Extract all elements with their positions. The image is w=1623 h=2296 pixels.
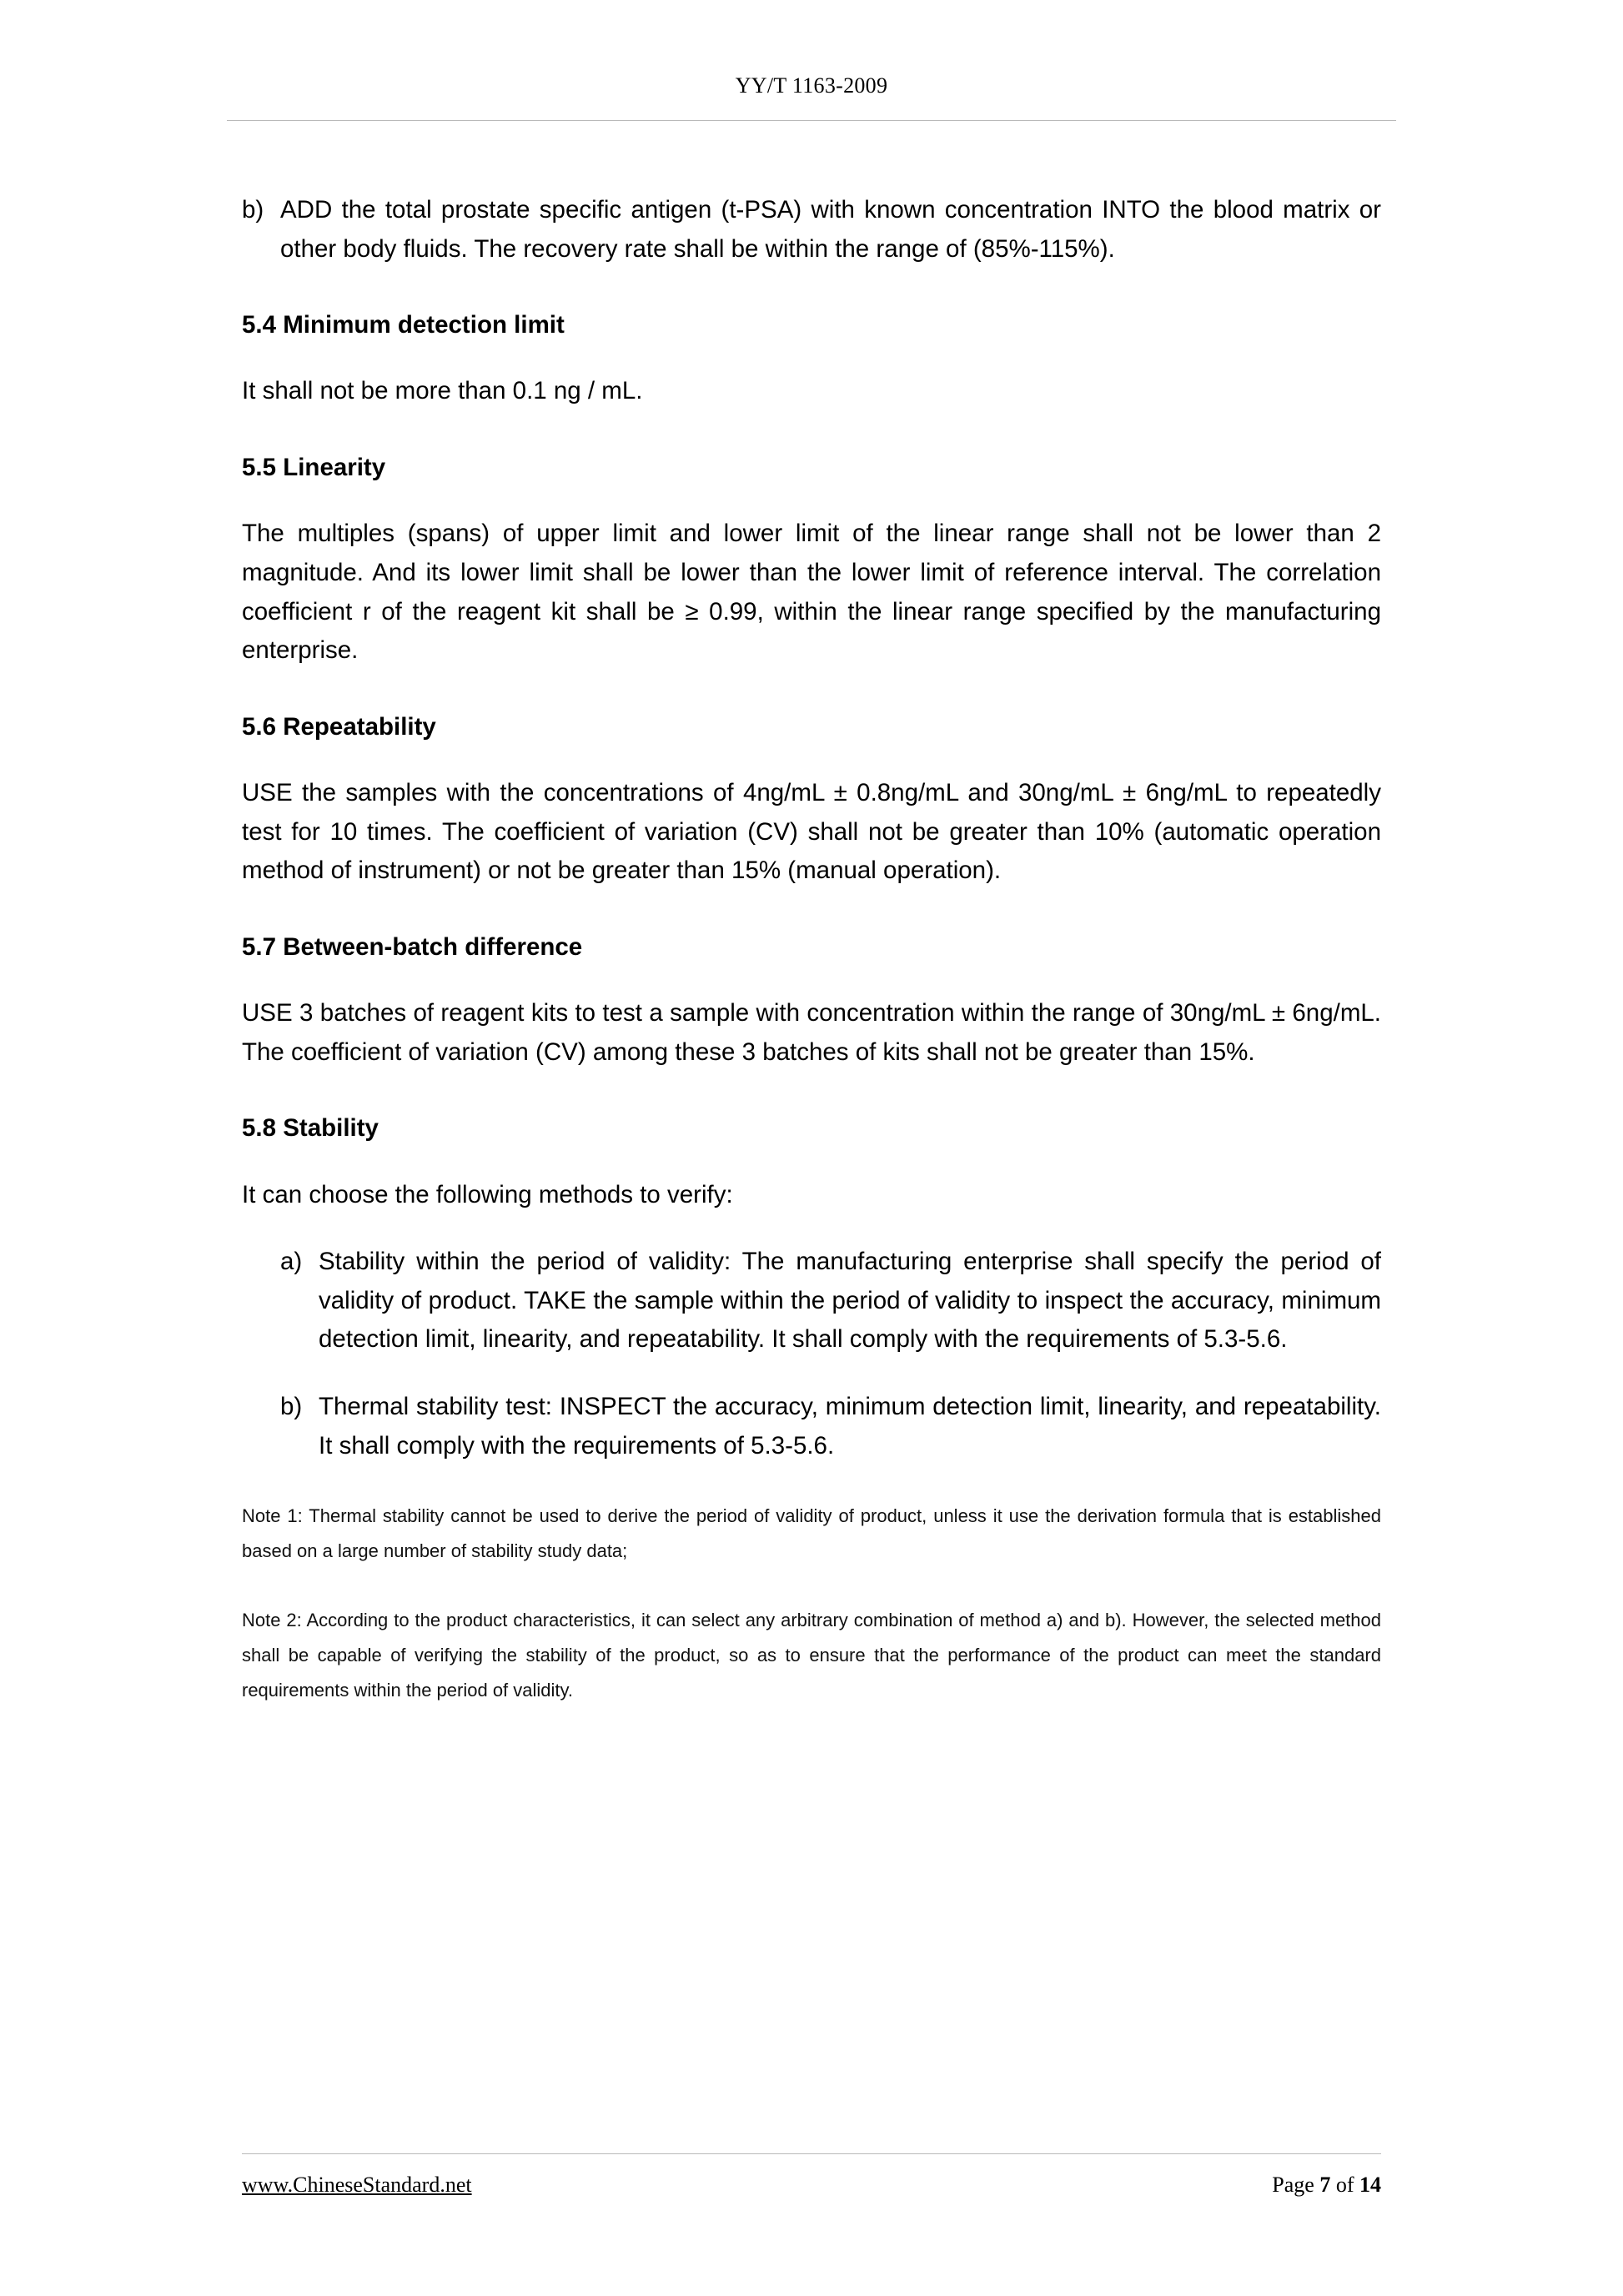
- section-heading-5-7: 5.7 Between-batch difference: [242, 932, 583, 961]
- document-content: [242, 121, 1381, 1708]
- note-2: Note 2: According to the product characteristics, it can select any arbitrary combination of method a) and b). However, the selected method shall be capable of verifying the stability of the product, so as to ensure that the performance of the product can meet the standard requirements within the period of validity.: [242, 1609, 1381, 1701]
- page-footer: [242, 2153, 1381, 2198]
- section-heading-5-6: 5.6 Repeatability: [242, 712, 436, 741]
- section-paragraph-5-5: The multiples (spans) of upper limit and lower limit of the linear range shall not be lower than 2 magnitude. And its lower limit shall be lower than the lower limit of reference interval. The correlation coefficient r of the reagent kit shall be ≥ 0.99, within the linear range specified by the manufacturing enterprise.: [242, 520, 1381, 665]
- list-item: [242, 1388, 1381, 1465]
- page-label: Page: [1272, 2173, 1314, 2197]
- list-item-marker: b): [242, 196, 264, 224]
- list-item-text: Stability within the period of validity: The manufacturing enterprise shall specify the period of validity of product. TAKE the sample within the period of validity to inspect the accuracy, minimum detection limit, linearity, and repeatability. It shall comply with the requirements of 5.3-5.6.: [319, 1248, 1381, 1354]
- section-heading-5-5: 5.5 Linearity: [242, 454, 386, 482]
- list-item-marker: a): [280, 1248, 303, 1276]
- page-total: 14: [1359, 2173, 1381, 2197]
- page-current: 7: [1319, 2173, 1331, 2197]
- list-item-text: ADD the total prostate specific antigen (t-PSA) with known concentration INTO the blood matrix or other body fluids. The recovery rate shall be within the range of (85%-115%).: [280, 196, 1381, 263]
- list-item-marker: b): [280, 1393, 303, 1420]
- list-item: [242, 1243, 1381, 1359]
- list-item-text: Thermal stability test: INSPECT the accuracy, minimum detection limit, linearity, and repeatability. It shall comply with the requirements of 5.3-5.6.: [319, 1393, 1381, 1459]
- section-paragraph-5-7: USE 3 batches of reagent kits to test a sample with concentration within the range of 30ng/mL ± 6ng/mL. The coefficient of variation (CV) among these 3 batches of kits shall not be greater than 15%.: [242, 999, 1381, 1066]
- footer-website-link[interactable]: www.ChineseStandard.net: [242, 2173, 472, 2197]
- section-heading-5-8: 5.8 Stability: [242, 1114, 379, 1143]
- list-item: [242, 191, 1381, 269]
- section-paragraph-5-8: It can choose the following methods to verify:: [242, 1180, 733, 1208]
- page-of-label: of: [1335, 2173, 1354, 2197]
- section-paragraph-5-4: It shall not be more than 0.1 ng / mL.: [242, 377, 643, 405]
- standard-code: YY/T 1163-2009: [735, 73, 888, 98]
- page-header: [0, 0, 1623, 121]
- footer-divider: [242, 2153, 1381, 2154]
- note-1: Note 1: Thermal stability cannot be used to derive the period of validity of product, unless it use the derivation formula that is established based on a large number of stability study data;: [242, 1505, 1381, 1562]
- section-paragraph-5-6: USE the samples with the concentrations of 4ng/mL ± 0.8ng/mL and 30ng/mL ± 6ng/mL to repeatedly test for 10 times. The coefficient of variation (CV) shall not be greater than 10% (automatic operation method of instrument) or not be greater than 15% (manual operation).: [242, 779, 1381, 885]
- section-heading-5-4: 5.4 Minimum detection limit: [242, 311, 565, 339]
- page-number-indicator: [1272, 2173, 1381, 2198]
